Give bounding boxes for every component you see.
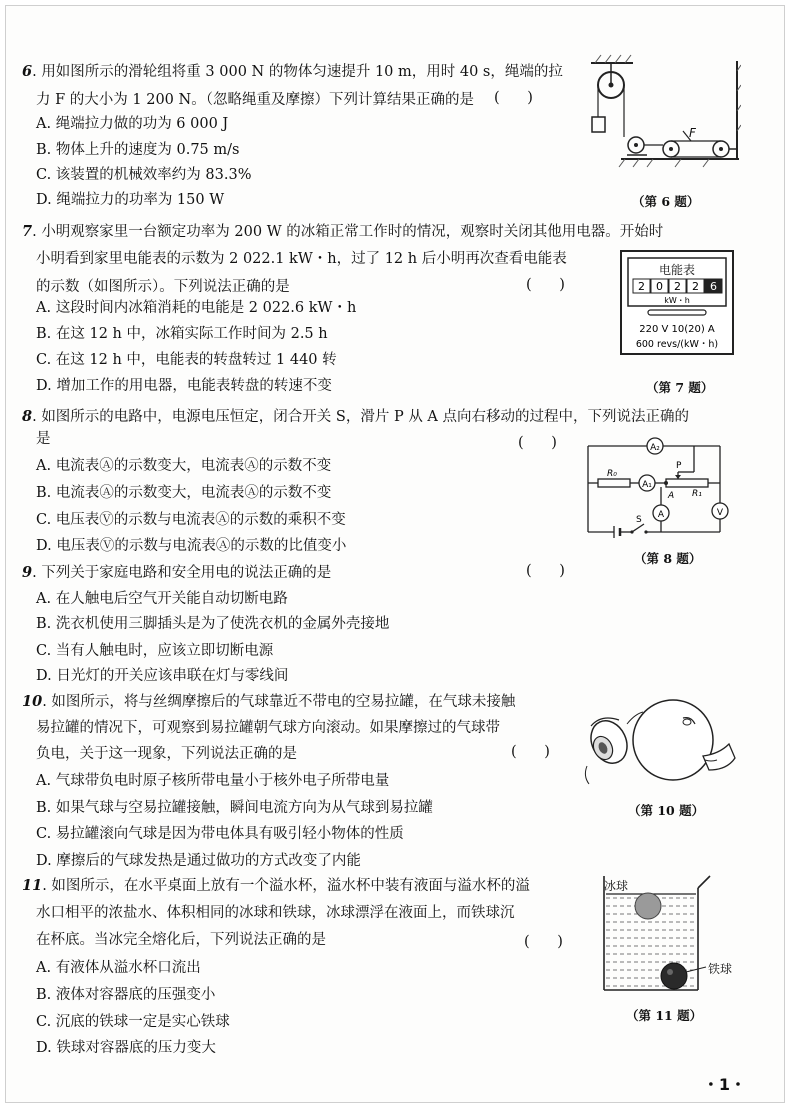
question-stem-line: 8. 如图所示的电路中，电源电压恒定，闭合开关 S，滑片 P 从 A 点向右移动的过程中，下列说法正确的 [22,408,690,425]
question-number: 8 [22,408,33,425]
option-a: A. 绳端拉力做的功为 6 000 J [36,116,229,132]
voltmeter-v-icon [712,503,728,519]
balloon-icon [633,700,735,780]
point-a-label: A [668,491,675,501]
option-c: C. 易拉罐滚向气球是因为带电体具有吸引轻小物体的性质 [36,826,404,842]
circuit-diagram-figure [584,430,729,542]
option-d: D. 摩擦后的气球发热是通过做功的方式改变了内能 [36,853,361,869]
question-stem-line: 是 [36,431,51,447]
option-d: D. 增加工作的用电器，电能表转盘的转速不变 [36,378,332,394]
answer-parentheses: ( ) [524,934,563,950]
meter-digit: 2 [638,280,645,293]
meter-revs: 600 revs/(kW・h) [635,339,719,350]
question-stem-line: 力 F 的大小为 1 200 N。（忽略绳重及摩擦）下列计算结果正确的是 [36,92,474,108]
figure-caption: （第 11 题） [626,1008,703,1023]
option-c: C. 电压表Ⓥ的示数与电流表Ⓐ的示数的乘积不变 [36,512,346,528]
option-b: B. 洗衣机使用三脚插头是为了使洗衣机的金属外壳接地 [36,616,390,632]
option-c: C. 沉底的铁球一定是实心铁球 [36,1014,230,1030]
option-b: B. 物体上升的速度为 0.75 m/s [36,142,240,158]
figure-caption: （第 6 题） [632,194,700,209]
ammeter-a1-icon [639,475,655,491]
r1-label: R₁ [692,489,702,499]
option-a: A. 这段时间内冰箱消耗的电能是 2 022.6 kW・h [36,300,357,316]
svg-text:A: A [657,510,665,520]
question-number: 10 [22,693,43,710]
question-stem-line: 9. 下列关于家庭电路和安全用电的说法正确的是 [22,564,332,581]
question-stem-line: 7. 小明观察家里一台额定功率为 200 W 的冰箱正常工作时的情况，观察时关闭其他用电器。开始时 [22,223,664,240]
option-d: D. 电压表Ⓥ的示数与电流表Ⓐ的示数的比值变小 [36,538,347,554]
meter-spec: 220 V 10(20) A [639,324,715,335]
ice-ball-icon [635,893,661,919]
figure-caption: （第 7 题） [646,380,714,395]
meter-digit: 0 [656,280,663,293]
option-d: D. 日光灯的开关应该串联在灯与零线间 [36,668,289,684]
iron-ball-icon [661,963,687,989]
option-a: A. 电流表Ⓐ的示数变大，电流表Ⓐ的示数不变 [36,458,332,474]
option-a: A. 在人触电后空气开关能自动切断电路 [36,591,288,607]
pulley-system-figure [591,51,741,171]
meter-title: 电能表 [658,263,696,277]
answer-parentheses: ( ) [511,744,550,760]
question-stem-line: 11. 如图所示，在水平桌面上放有一个溢水杯，溢水杯中装有液面与溢水杯的溢 [22,877,530,894]
ice-ball-label: 冰球 [604,879,629,893]
option-c: C. 当有人触电时，应该立即切断电源 [36,643,274,659]
question-stem-line: 的示数（如图所示）。下列说法正确的是 [36,279,290,295]
figure-caption: （第 10 题） [628,803,705,818]
iron-ball-label: 铁球 [708,962,733,976]
question-stem-line: 水口相平的浓盐水、体积相同的冰球和铁球，冰球漂浮在液面上，而铁球沉 [36,905,515,921]
answer-parentheses: ( ) [526,277,565,293]
option-d: D. 铁球对容器底的压力变大 [36,1040,216,1056]
meter-digit: 2 [692,280,699,293]
ammeter-a2-icon [647,438,663,454]
question-number: 11 [22,877,43,894]
svg-text:A₁: A₁ [642,480,652,490]
meter-unit: kW・h [664,296,690,305]
option-a: A. 有液体从溢水杯口流出 [36,960,201,976]
figure-caption: （第 8 题） [634,551,702,566]
answer-parentheses: ( ) [526,563,565,579]
question-number: 6 [22,63,33,80]
switch-s-label: S [636,515,642,525]
svg-text:A₂: A₂ [650,443,660,453]
svg-text:V: V [716,508,724,518]
r0-label: R₀ [607,469,617,479]
force-label: F [689,126,696,140]
question-number: 7 [22,223,33,240]
option-b: B. 液体对容器底的压强变小 [36,987,216,1003]
question-stem-line: 10. 如图所示，将与丝绸摩擦后的气球靠近不带电的空易拉罐，在气球未接触 [22,693,516,710]
balloon-and-can-figure [579,696,739,796]
option-b: B. 在这 12 h 中，冰箱实际工作时间为 2.5 h [36,326,328,342]
slider-p-label: P [676,461,682,471]
energy-meter-figure [620,250,734,355]
option-c: C. 在这 12 h 中，电能表的转盘转过 1 440 转 [36,352,337,368]
question-stem-line: 在杯底。当冰完全熔化后，下列说法正确的是 [36,932,326,948]
option-c: C. 该装置的机械效率约为 83.3% [36,167,252,183]
overflow-cup-figure [598,872,743,1002]
ammeter-a-icon [653,505,669,521]
question-number: 9 [22,564,33,581]
question-stem-line: 6. 用如图所示的滑轮组将重 3 000 N 的物体匀速提升 10 m，用时 40 s，绳端的拉 [22,63,563,80]
answer-parentheses: ( ) [494,90,533,106]
option-b: B. 如果气球与空易拉罐接触，瞬间电流方向为从气球到易拉罐 [36,800,433,816]
meter-digit: 2 [674,280,681,293]
option-b: B. 电流表Ⓐ的示数变大，电流表Ⓐ的示数不变 [36,485,332,501]
option-a: A. 气球带负电时原子核所带电量小于核外电子所带电量 [36,773,390,789]
exam-page [5,5,785,1103]
option-d: D. 绳端拉力的功率为 150 W [36,192,225,208]
page-number: ・1・ [702,1075,746,1094]
answer-parentheses: ( ) [518,435,557,451]
question-stem-line: 负电，关于这一现象，下列说法正确的是 [36,746,297,762]
question-stem-line: 小明看到家里电能表的示数为 2 022.1 kW・h，过了 12 h 后小明再次查看电能表 [36,251,567,267]
meter-digit: 6 [710,280,717,293]
question-stem-line: 易拉罐的情况下，可观察到易拉罐朝气球方向滚动。如果摩擦过的气球带 [36,720,500,736]
